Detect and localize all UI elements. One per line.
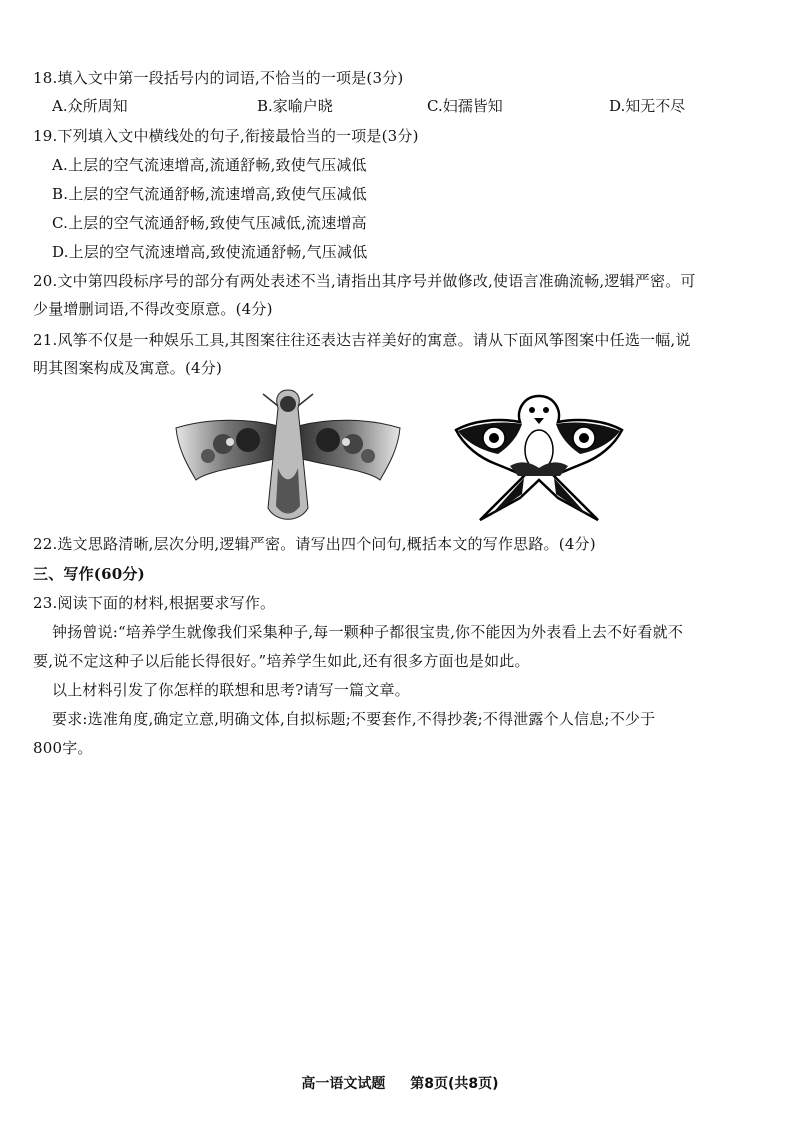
q18-option-c: C.妇孺皆知 <box>427 97 503 115</box>
page-footer <box>0 1075 800 1093</box>
section-writing-title: 三、写作(60分) <box>33 565 145 583</box>
kite-figures <box>168 388 628 528</box>
q19-option-b: B.上层的空气流通舒畅,流速增高,致使气压减低 <box>52 185 367 203</box>
q18-option-b: B.家喻户晓 <box>257 97 333 115</box>
q19-option-a: A.上层的空气流速增高,流通舒畅,致使气压减低 <box>52 156 367 174</box>
q20-line1: 20.文中第四段标序号的部分有两处表述不当,请指出其序号并做修改,使语言准确流畅,逻辑严密。可 <box>33 272 696 290</box>
q18-options <box>52 96 752 116</box>
q23-material-line2: 要,说不定这种子以后能长得很好。”培养学生如此,还有很多方面也是如此。 <box>33 652 530 670</box>
q23-material-line1: 钟扬曾说:“培养学生就像我们采集种子,每一颗种子都很宝贵,你不能因为外表看上去不好看就不 <box>52 623 684 641</box>
q19-stem: 19.下列填入文中横线处的句子,衔接最恰当的一项是(3分) <box>33 127 419 145</box>
q18-option-d: D.知无不尽 <box>609 97 686 115</box>
q20-line2: 少量增删词语,不得改变原意。(4分) <box>33 300 273 318</box>
q18-stem: 18.填入文中第一段括号内的词语,不恰当的一项是(3分) <box>33 69 404 87</box>
q23-prompt: 以上材料引发了你怎样的联想和思考?请写一篇文章。 <box>52 681 410 699</box>
q19-option-c: C.上层的空气流通舒畅,致使气压减低,流速增高 <box>52 214 367 232</box>
butterfly-kite-image <box>168 388 408 528</box>
swallow-kite-image <box>450 388 628 528</box>
q23-requirements-line1: 要求:选准角度,确定立意,明确文体,自拟标题;不要套作,不得抄袭;不得泄露个人信息;不少于 <box>52 710 656 728</box>
footer-page-number: 第8页(共8页) <box>410 1076 499 1092</box>
q21-line1: 21.风筝不仅是一种娱乐工具,其图案往往还表达吉祥美好的寓意。请从下面风筝图案中任选一幅,说 <box>33 331 691 349</box>
q19-option-d: D.上层的空气流速增高,致使流通舒畅,气压减低 <box>52 243 368 261</box>
q18-option-a: A.众所周知 <box>52 97 128 115</box>
q23-stem: 23.阅读下面的材料,根据要求写作。 <box>33 594 276 612</box>
q23-requirements-line2: 800字。 <box>33 739 93 757</box>
q21-line2: 明其图案构成及寓意。(4分) <box>33 359 223 377</box>
footer-title: 高一语文试题 <box>301 1076 386 1092</box>
q22-text: 22.选文思路清晰,层次分明,逻辑严密。请写出四个问句,概括本文的写作思路。(4分) <box>33 535 596 553</box>
